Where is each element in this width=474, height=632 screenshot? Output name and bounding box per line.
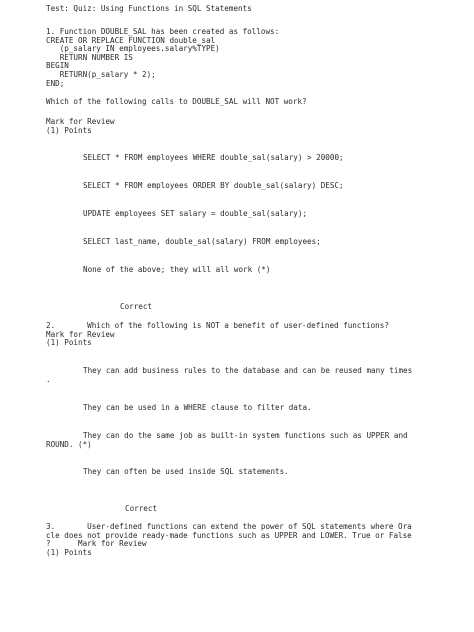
question-1-line: RETURN(p_salary * 2); xyxy=(46,70,156,79)
answer-option[interactable]: They can often be used inside SQL statements. xyxy=(83,467,289,476)
answer-option-line: They can add business rules to the database and can be reused many times xyxy=(83,366,413,375)
question-1-line: BEGIN xyxy=(46,61,69,71)
answer-option[interactable]: They can be used in a WHERE clause to filter data. xyxy=(83,403,312,412)
mark-for-review-link[interactable]: Mark for Review xyxy=(46,329,115,339)
answer-option-line: They can do the same job as built-in system functions such as UPPER and xyxy=(83,431,408,440)
answer-option[interactable]: UPDATE employees SET salary = double_sal(salary); xyxy=(83,209,308,218)
question-3-text: cle does not provide ready-made functions such as UPPER and LOWER. True or False xyxy=(46,530,412,540)
question-2-text: 2. Which of the following is NOT a benefit of user-defined functions? xyxy=(46,321,389,330)
result-label: Correct xyxy=(120,302,153,311)
page-title: Test: Quiz: Using Functions in SQL Statements xyxy=(46,4,252,13)
points-label: (1) Points xyxy=(46,338,92,348)
question-1-line: RETURN NUMBER IS xyxy=(46,52,133,62)
question-1-line: 1. Function DOUBLE_SAL has been created as follows: xyxy=(46,27,280,36)
mark-for-review-link[interactable]: ? Mark for Review xyxy=(46,539,147,549)
question-1-line: CREATE OR REPLACE FUNCTION double_sal xyxy=(46,35,216,45)
answer-option[interactable]: SELECT * FROM employees WHERE double_sal(salary) > 20000; xyxy=(83,153,344,162)
answer-option-line: ROUND. (*) xyxy=(46,439,92,449)
answer-option[interactable]: None of the above; they will all work (*) xyxy=(83,265,271,274)
question-1-line: END; xyxy=(46,78,65,88)
points-label: (1) Points xyxy=(46,547,92,557)
question-1-prompt: Which of the following calls to DOUBLE_SAL will NOT work? xyxy=(46,97,307,106)
answer-option[interactable]: SELECT last_name, double_sal(salary) FROM employees; xyxy=(83,237,321,246)
mark-for-review-link[interactable]: Mark for Review xyxy=(46,117,115,126)
answer-option[interactable]: SELECT * FROM employees ORDER BY double_sal(salary) DESC; xyxy=(83,181,344,190)
points-label: (1) Points xyxy=(46,125,92,135)
result-label: Correct xyxy=(125,504,158,513)
question-3-text: 3. User-defined functions can extend the power of SQL statements where Ora xyxy=(46,522,412,531)
question-1-line: (p_salary IN employees.salary%TYPE) xyxy=(46,44,220,54)
answer-option-line: . xyxy=(46,374,51,384)
